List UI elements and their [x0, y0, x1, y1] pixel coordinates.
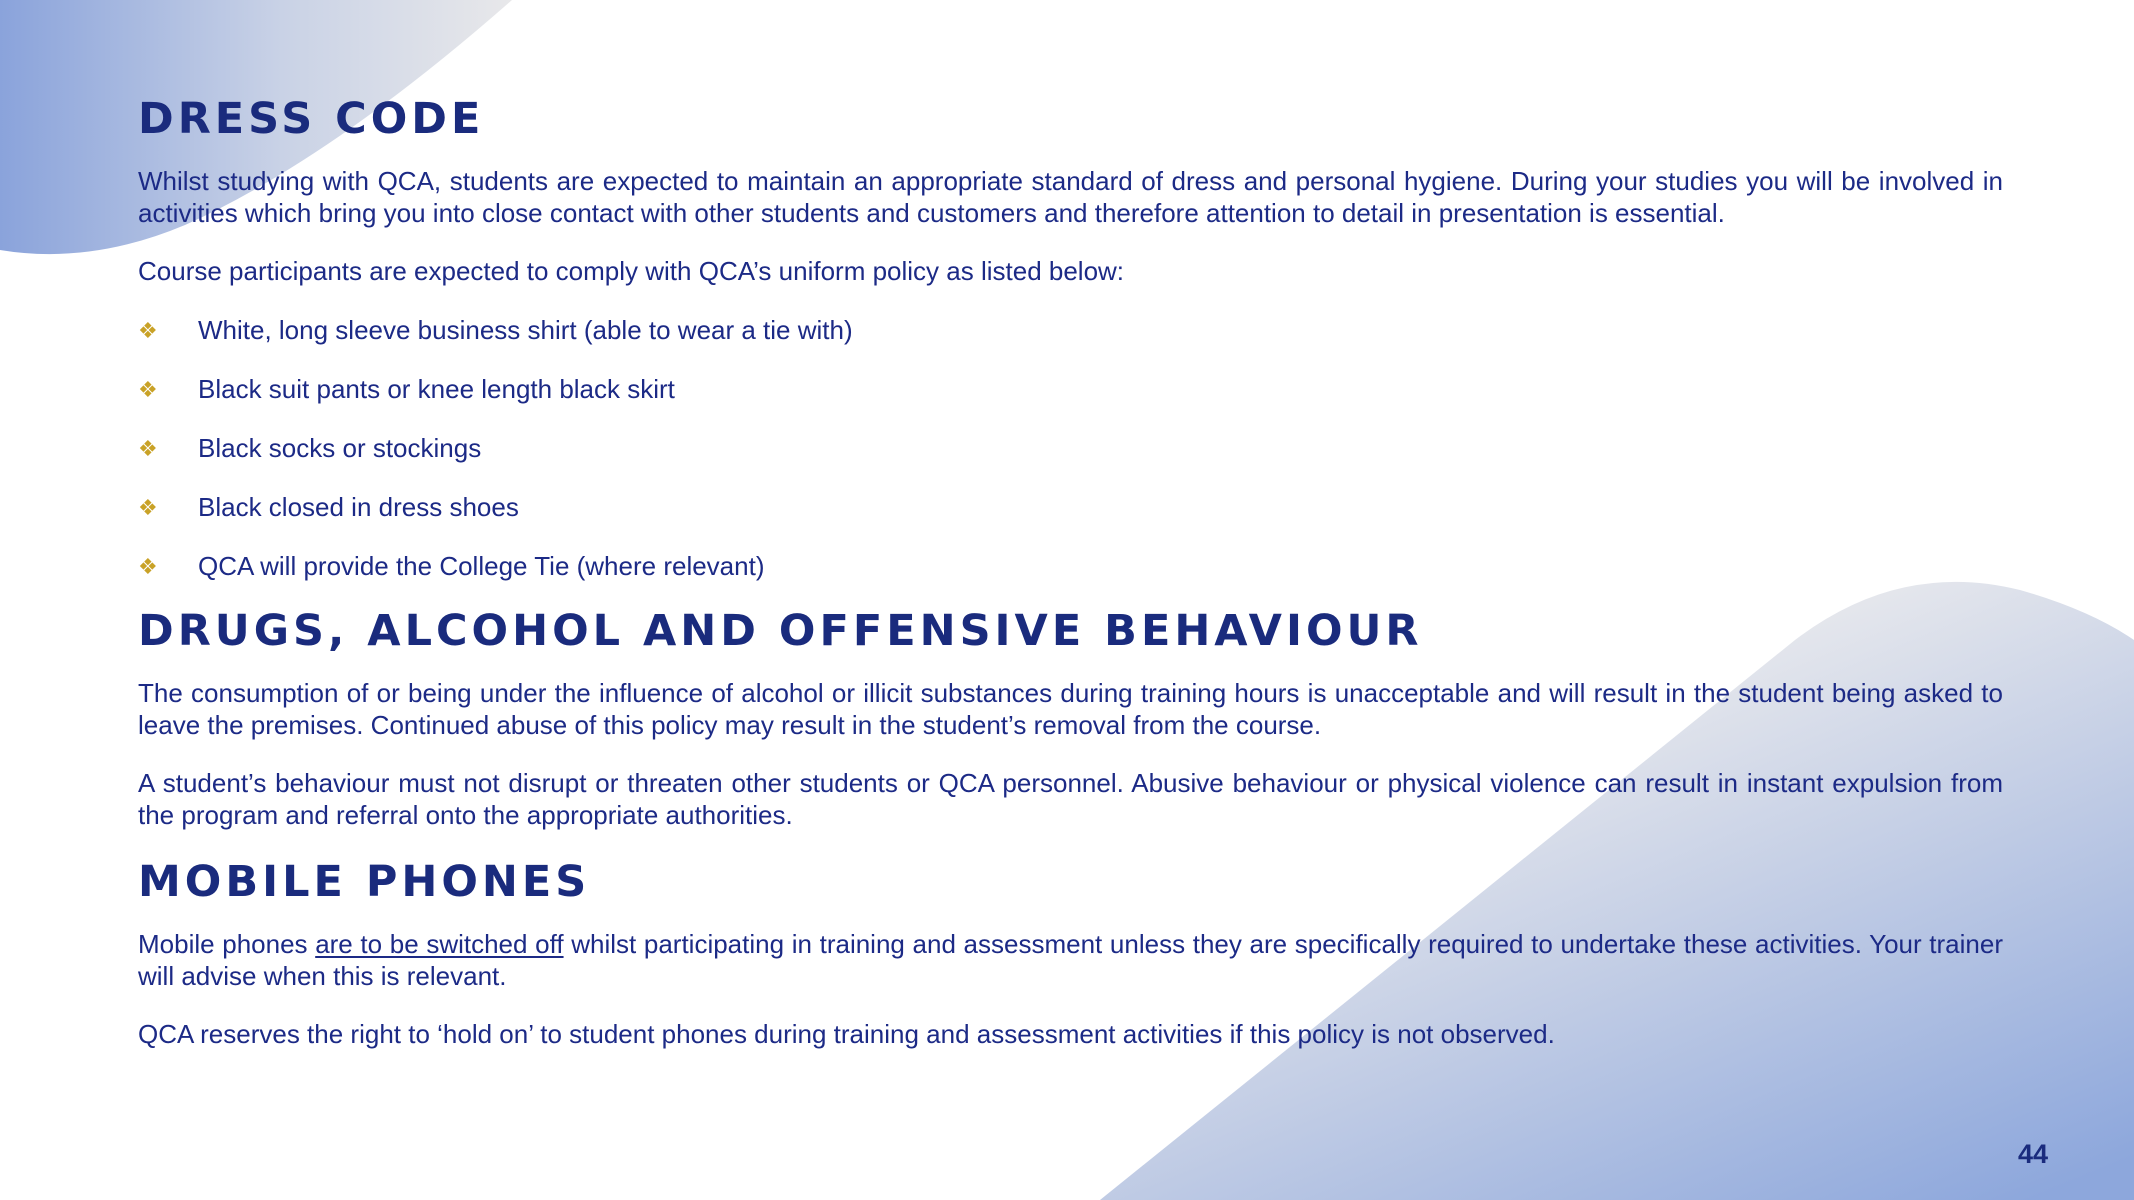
mobile-phones-heading: MOBILE PHONES: [138, 857, 591, 907]
drugs-paragraph-1: The consumption of or being under the influence of alcohol or illicit substances during training hours is unacceptable and will result in the student being asked to leave the premises. Continued abuse of this policy may result in the student’s removal from the course.: [138, 678, 2003, 740]
list-item: [138, 360, 2003, 419]
diamond-bullet-icon: ❖: [138, 553, 158, 579]
dress-code-heading: DRESS CODE: [138, 94, 485, 144]
drugs-alcohol-heading: DRUGS, ALCOHOL AND OFFENSIVE BEHAVIOUR: [138, 606, 1423, 656]
list-item-text: Black suit pants or knee length black skirt: [198, 374, 675, 404]
list-item-text: Black socks or stockings: [198, 433, 482, 463]
mobile-paragraph-2: QCA reserves the right to ‘hold on’ to student phones during training and assessment activities if this policy is not observed.: [138, 1019, 1555, 1049]
list-item: [138, 478, 2003, 537]
diamond-bullet-icon: ❖: [138, 494, 158, 520]
mobile-text-end: whilst participating in training and assessment unless they are specifically required to undertake these activities. Your trainer will advise when this is relevant.: [138, 929, 2003, 991]
page-number: 44: [2017, 1139, 2048, 1169]
uniform-policy-intro: Course participants are expected to comply with QCA’s uniform policy as listed below:: [138, 256, 1125, 286]
list-item-text: Black closed in dress shoes: [198, 492, 519, 522]
list-item-text: QCA will provide the College Tie (where relevant): [198, 551, 765, 581]
diamond-bullet-icon: ❖: [138, 435, 158, 461]
uniform-list: [138, 301, 2003, 596]
list-item-text: White, long sleeve business shirt (able to wear a tie with): [198, 315, 853, 345]
diamond-bullet-icon: ❖: [138, 376, 158, 402]
drugs-paragraph-2: A student’s behaviour must not disrupt or threaten other students or QCA personnel. Abusive behaviour or physical violence can result in instant expulsion from the program and referral onto the appropriate authorities.: [138, 768, 2003, 830]
switched-off-emphasis: are to be switched off: [315, 929, 564, 959]
dress-code-intro: Whilst studying with QCA, students are expected to maintain an appropriate standard of dress and personal hygiene. During your studies you will be involved in activities which bring you into close contact with other students and customers and therefore attention to detail in presentation is essential.: [138, 166, 2003, 228]
mobile-paragraph-1: [138, 928, 2003, 992]
list-item: [138, 301, 2003, 360]
diamond-bullet-icon: ❖: [138, 317, 158, 343]
list-item: [138, 537, 2003, 596]
mobile-text-start: Mobile phones: [138, 929, 316, 959]
content-area: [138, 94, 2003, 1050]
list-item: [138, 419, 2003, 478]
